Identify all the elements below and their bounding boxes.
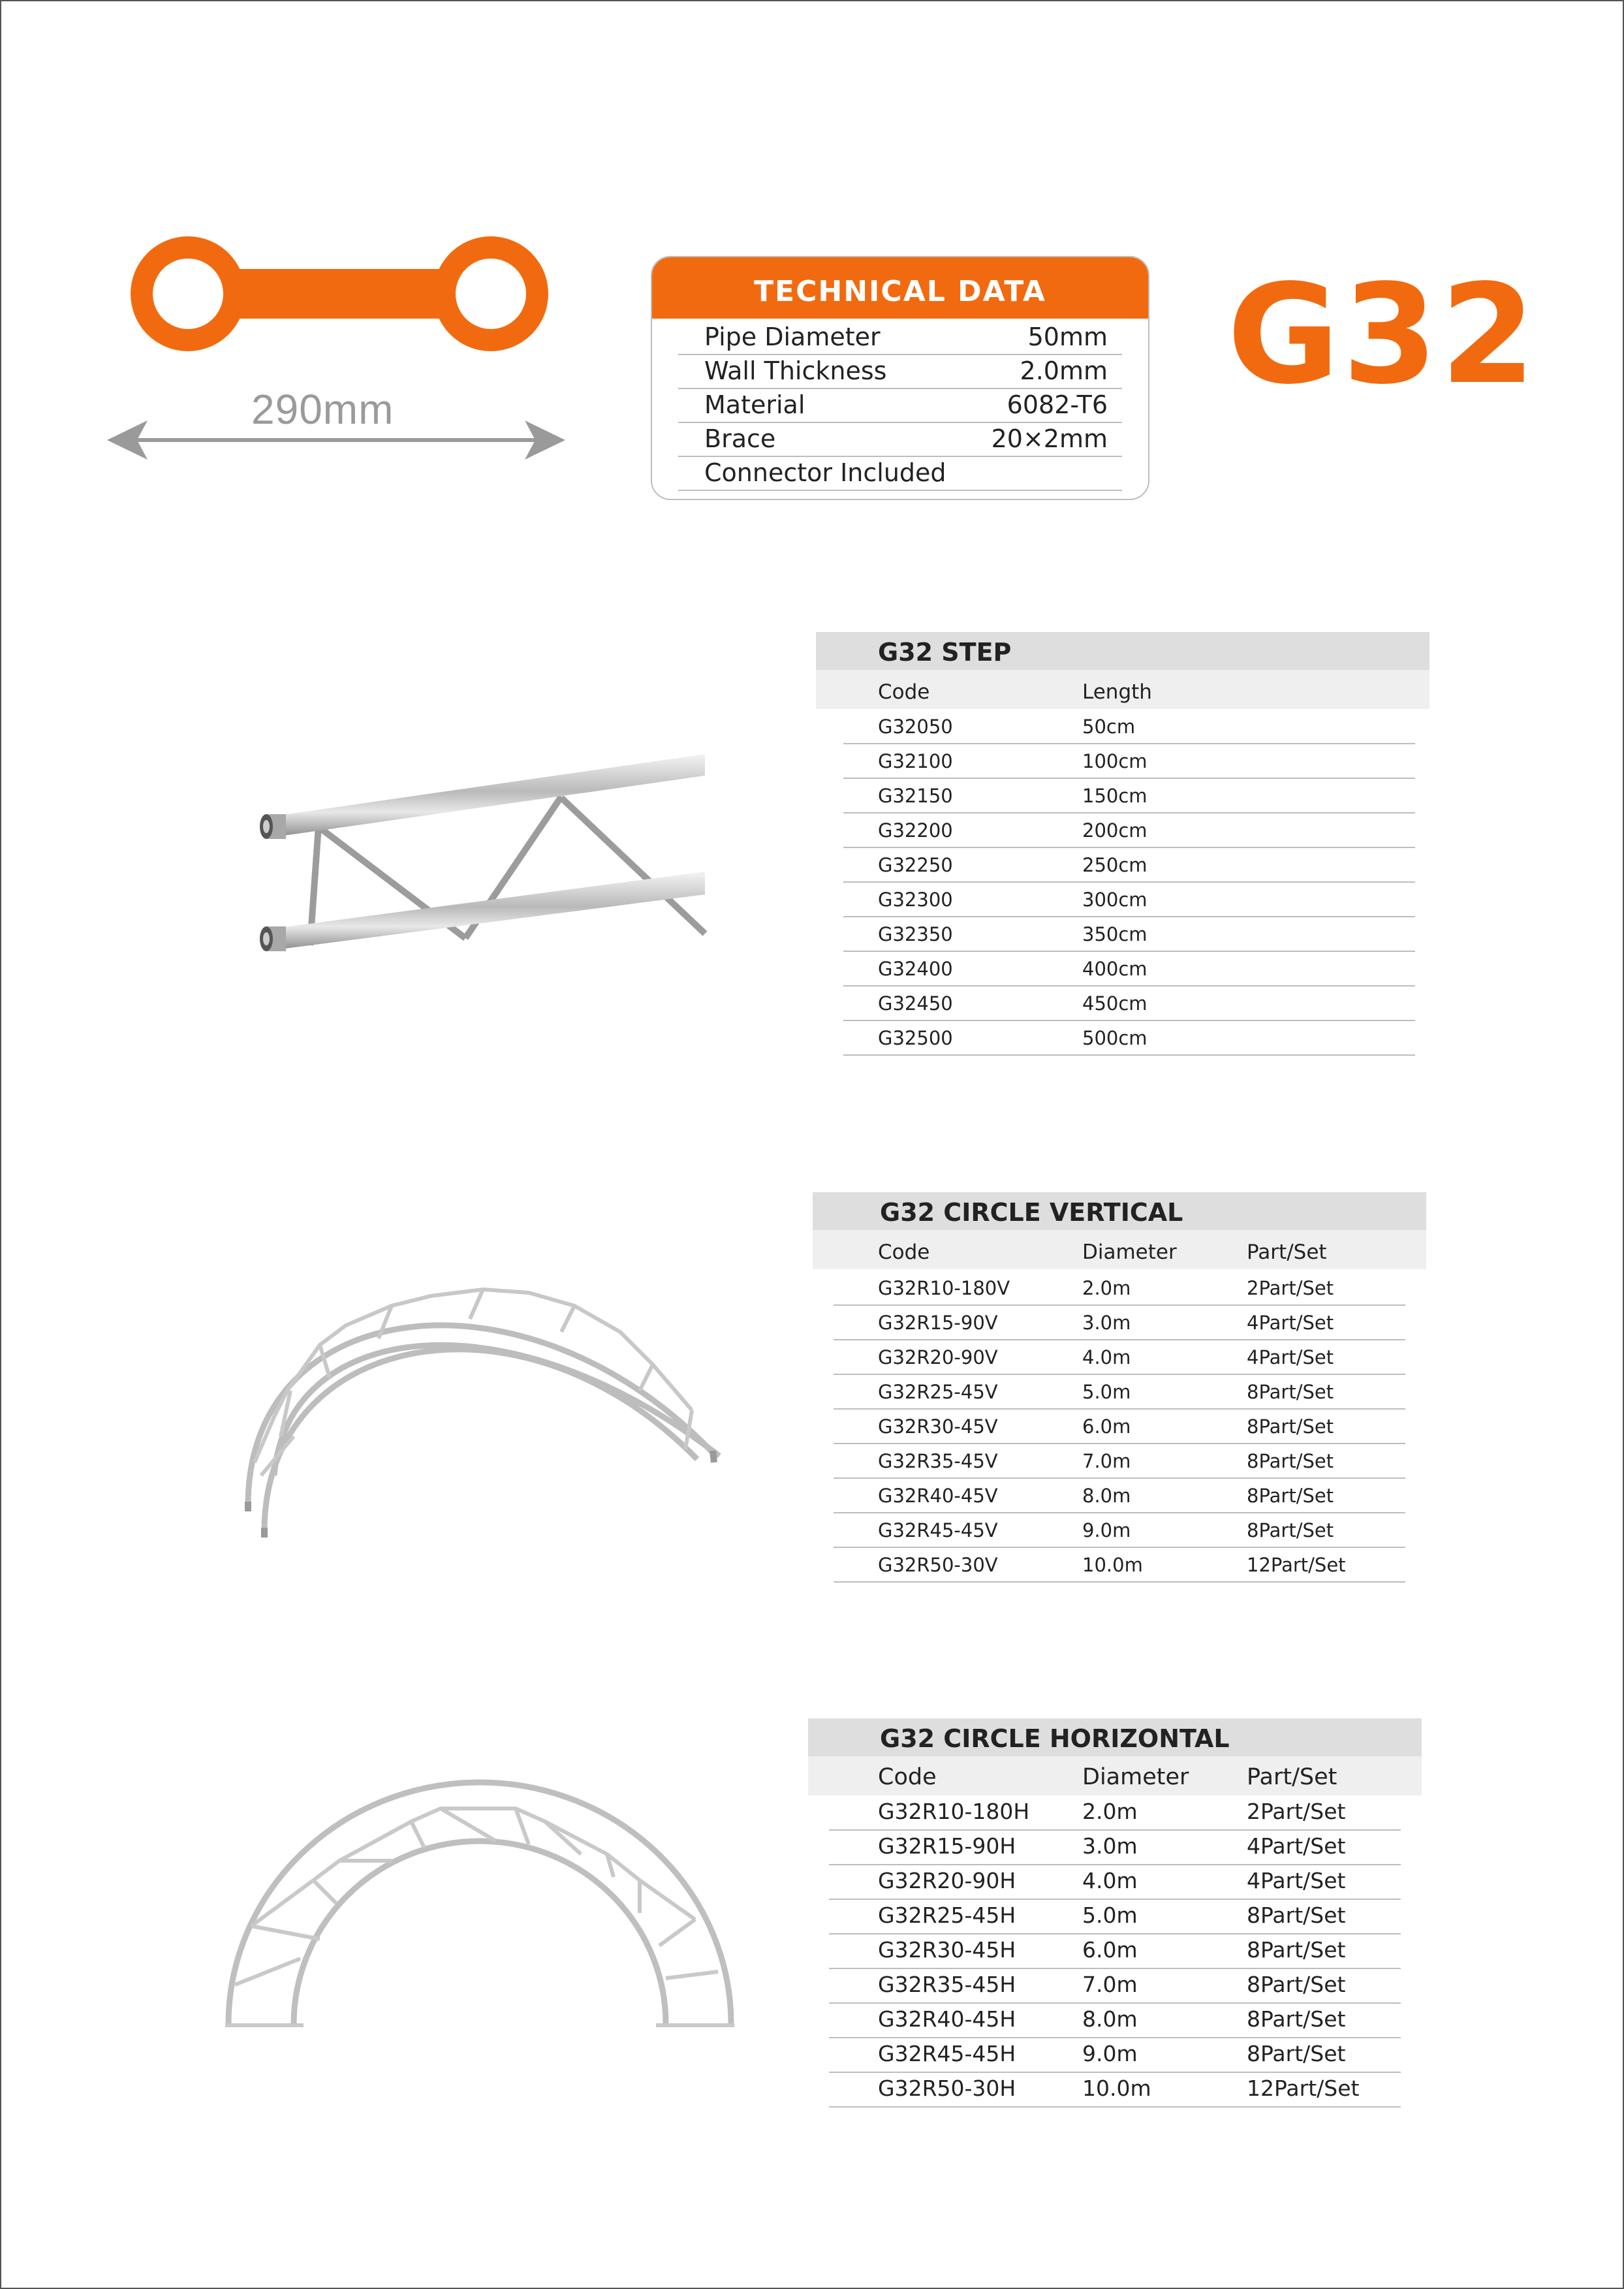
tech-row xyxy=(678,456,1122,491)
profile-dimension: 290mm xyxy=(251,386,394,433)
cell-code: G32500 xyxy=(878,1027,953,1049)
table-row xyxy=(843,1020,1415,1056)
header-diameter: Diameter xyxy=(1082,1764,1189,1790)
table-row xyxy=(829,1865,1401,1900)
table-title xyxy=(808,1718,1422,1756)
tech-label: Brace xyxy=(704,424,776,453)
cell-code: G32R35-45V xyxy=(878,1450,998,1472)
header-length: Length xyxy=(1082,680,1152,704)
cell-parts: 8Part/Set xyxy=(1247,2041,1346,2066)
cell-code: G32R10-180V xyxy=(878,1277,1010,1299)
tech-row xyxy=(678,388,1122,423)
cell-parts: 4Part/Set xyxy=(1247,1346,1334,1368)
cell-code: G32R30-45V xyxy=(878,1415,998,1438)
table-header xyxy=(808,1756,1422,1795)
tech-value: 20×2mm xyxy=(991,424,1108,453)
table-row xyxy=(829,2003,1401,2038)
table-row xyxy=(829,1830,1401,1865)
table-row xyxy=(829,1795,1401,1831)
header-code: Code xyxy=(878,680,930,704)
table-row xyxy=(843,951,1415,987)
header-diameter: Diameter xyxy=(1082,1240,1177,1264)
cell-parts: 8Part/Set xyxy=(1247,1450,1334,1472)
cell-code: G32450 xyxy=(878,992,953,1015)
cell-code: G32300 xyxy=(878,889,953,911)
cell-length: 450cm xyxy=(1082,992,1148,1015)
cell-length: 400cm xyxy=(1082,958,1148,980)
table-title-text: G32 CIRCLE HORIZONTAL xyxy=(880,1724,1230,1753)
cell-length: 250cm xyxy=(1082,854,1148,876)
cell-length: 300cm xyxy=(1082,889,1148,911)
cell-code: G32R35-45H xyxy=(878,1972,1016,1997)
table-title-text: G32 CIRCLE VERTICAL xyxy=(880,1198,1183,1227)
cell-length: 50cm xyxy=(1082,716,1136,738)
header-parts: Part/Set xyxy=(1247,1764,1337,1790)
circle-vertical-truss-image xyxy=(235,1240,731,1541)
table-row xyxy=(834,1444,1405,1479)
cell-diameter: 4.0m xyxy=(1082,1868,1138,1893)
cell-length: 350cm xyxy=(1082,923,1148,945)
table-header xyxy=(816,670,1429,709)
cell-diameter: 7.0m xyxy=(1082,1972,1138,1997)
cell-parts: 2Part/Set xyxy=(1247,1277,1334,1299)
cell-code: G32R15-90V xyxy=(878,1312,998,1334)
technical-data-box xyxy=(651,256,1149,500)
table-row xyxy=(834,1271,1405,1306)
table-row xyxy=(843,882,1415,917)
cell-parts: 8Part/Set xyxy=(1247,2006,1346,2032)
cell-code: G32100 xyxy=(878,750,953,772)
cell-diameter: 6.0m xyxy=(1082,1937,1138,1963)
tech-row xyxy=(678,422,1122,457)
table-title xyxy=(816,632,1429,670)
table-row xyxy=(843,986,1415,1021)
truss-profile-diagram xyxy=(104,235,574,470)
cell-diameter: 2.0m xyxy=(1082,1277,1131,1299)
cell-code: G32050 xyxy=(878,716,953,738)
cell-parts: 4Part/Set xyxy=(1247,1833,1346,1859)
cell-parts: 8Part/Set xyxy=(1247,1972,1346,1997)
cell-diameter: 2.0m xyxy=(1082,1799,1138,1824)
cell-parts: 4Part/Set xyxy=(1247,1312,1334,1334)
cell-diameter: 8.0m xyxy=(1082,1485,1131,1507)
table-row xyxy=(829,2038,1401,2073)
table-header xyxy=(813,1230,1426,1269)
tech-label: Pipe Diameter xyxy=(704,323,881,351)
header-parts: Part/Set xyxy=(1247,1240,1327,1264)
cell-diameter: 7.0m xyxy=(1082,1450,1131,1472)
table-row xyxy=(829,2072,1401,2107)
table-row xyxy=(834,1478,1405,1513)
cell-length: 500cm xyxy=(1082,1027,1148,1049)
cell-code: G32R50-30V xyxy=(878,1554,998,1576)
cell-diameter: 10.0m xyxy=(1082,2076,1151,2101)
cell-parts: 12Part/Set xyxy=(1247,2076,1360,2101)
cell-code: G32R45-45V xyxy=(878,1519,998,1541)
cell-parts: 2Part/Set xyxy=(1247,1799,1346,1824)
cell-code: G32R20-90V xyxy=(878,1346,998,1368)
cell-code: G32R30-45H xyxy=(878,1937,1016,1963)
cell-parts: 8Part/Set xyxy=(1247,1415,1334,1438)
tech-value: 50mm xyxy=(1027,323,1108,351)
cell-diameter: 9.0m xyxy=(1082,1519,1131,1541)
cell-code: G32R25-45V xyxy=(878,1381,998,1403)
cell-parts: 4Part/Set xyxy=(1247,1868,1346,1893)
cell-code: G32150 xyxy=(878,785,953,807)
cell-code: G32R20-90H xyxy=(878,1868,1016,1893)
cell-diameter: 5.0m xyxy=(1082,1902,1138,1928)
tech-label: Material xyxy=(704,390,805,419)
tech-value: 2.0mm xyxy=(1020,356,1108,385)
cell-diameter: 8.0m xyxy=(1082,2006,1138,2032)
cell-code: G32200 xyxy=(878,819,953,842)
table-row xyxy=(834,1305,1405,1340)
technical-data-title: TECHNICAL DATA xyxy=(652,257,1148,319)
cell-parts: 8Part/Set xyxy=(1247,1485,1334,1507)
table-row xyxy=(843,778,1415,813)
circle-horizontal-table xyxy=(808,1718,1422,2110)
tech-label: Connector Included xyxy=(704,458,946,487)
cell-code: G32R40-45V xyxy=(878,1485,998,1507)
cell-diameter: 6.0m xyxy=(1082,1415,1131,1438)
table-row xyxy=(829,1968,1401,2004)
table-row xyxy=(843,917,1415,952)
table-row xyxy=(834,1513,1405,1548)
cell-code: G32R40-45H xyxy=(878,2006,1016,2032)
tech-value: 6082-T6 xyxy=(1007,390,1108,419)
cell-parts: 8Part/Set xyxy=(1247,1519,1334,1541)
cell-code: G32R25-45H xyxy=(878,1902,1016,1928)
cell-diameter: 4.0m xyxy=(1082,1346,1131,1368)
tech-label: Wall Thickness xyxy=(704,356,887,385)
cell-code: G32R50-30H xyxy=(878,2076,1016,2101)
cell-parts: 8Part/Set xyxy=(1247,1937,1346,1963)
model-name: G32 xyxy=(1227,255,1538,415)
cell-parts: 8Part/Set xyxy=(1247,1902,1346,1928)
circle-horizontal-truss-image xyxy=(215,1763,751,2037)
cell-code: G32R15-90H xyxy=(878,1833,1016,1859)
table-row xyxy=(834,1409,1405,1444)
cell-code: G32R45-45H xyxy=(878,2041,1016,2066)
circle-vertical-table xyxy=(813,1192,1426,1584)
table-row xyxy=(834,1547,1405,1583)
cell-parts: 12Part/Set xyxy=(1247,1554,1346,1576)
cell-code: G32350 xyxy=(878,923,953,945)
cell-parts: 8Part/Set xyxy=(1247,1381,1334,1403)
cell-length: 100cm xyxy=(1082,750,1148,772)
cell-code: G32250 xyxy=(878,854,953,876)
table-title-text: G32 STEP xyxy=(878,638,1012,667)
header-code: Code xyxy=(878,1240,930,1264)
cell-diameter: 3.0m xyxy=(1082,1312,1131,1334)
table-row xyxy=(843,709,1415,744)
table-row xyxy=(834,1374,1405,1410)
header-code: Code xyxy=(878,1764,937,1790)
table-row xyxy=(843,813,1415,848)
cell-length: 200cm xyxy=(1082,819,1148,842)
tech-row xyxy=(678,354,1122,389)
cell-diameter: 10.0m xyxy=(1082,1554,1143,1576)
tech-row xyxy=(678,320,1122,355)
table-row xyxy=(829,1899,1401,1934)
ladder-truss-image xyxy=(248,738,718,1025)
cell-diameter: 3.0m xyxy=(1082,1833,1138,1859)
cell-length: 150cm xyxy=(1082,785,1148,807)
cell-diameter: 9.0m xyxy=(1082,2041,1138,2066)
table-title xyxy=(813,1192,1426,1230)
table-row xyxy=(834,1340,1405,1375)
table-row xyxy=(843,847,1415,883)
step-table xyxy=(816,632,1429,1056)
table-row xyxy=(843,744,1415,779)
cell-code: G32R10-180H xyxy=(878,1799,1030,1824)
table-row xyxy=(829,1934,1401,1969)
cell-code: G32400 xyxy=(878,958,953,980)
cell-diameter: 5.0m xyxy=(1082,1381,1131,1403)
